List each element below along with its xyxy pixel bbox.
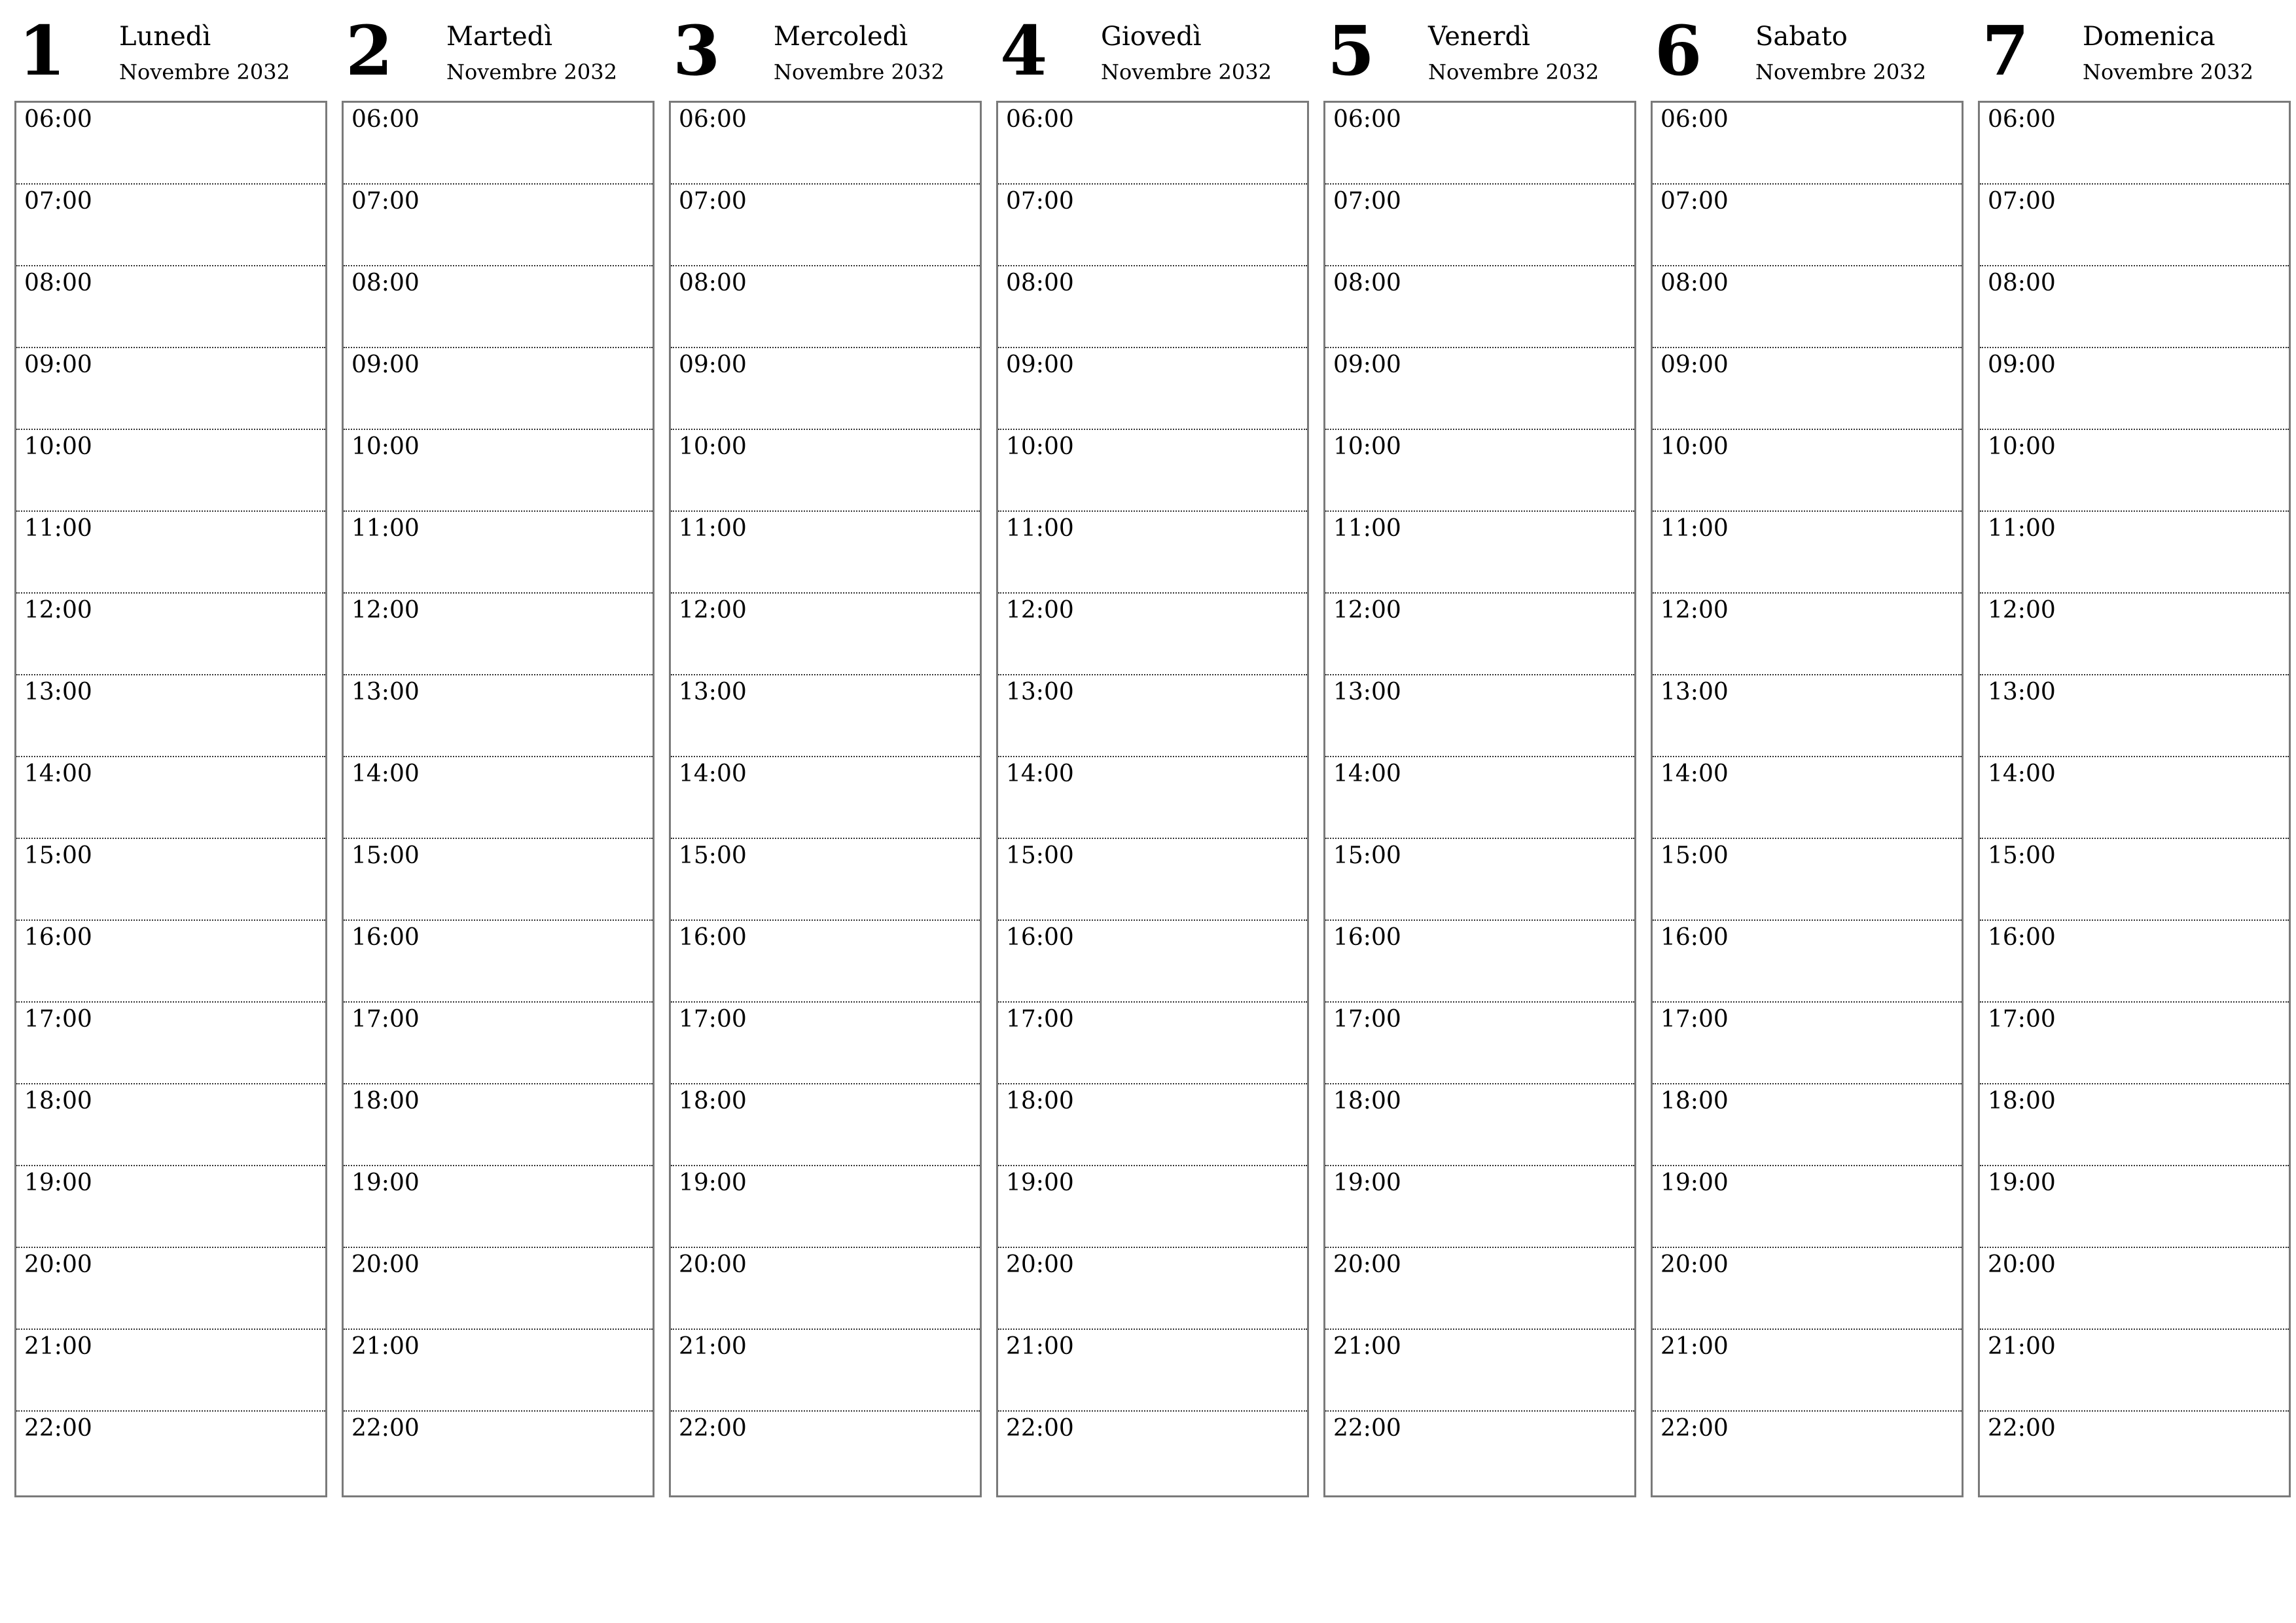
- time-slot: [344, 1412, 653, 1495]
- time-label: 06:00: [24, 106, 92, 133]
- time-slot: [998, 512, 1307, 594]
- time-label: 11:00: [679, 515, 747, 542]
- time-label: 19:00: [351, 1169, 420, 1196]
- time-label: 14:00: [1988, 760, 2056, 787]
- time-slot: [1653, 594, 1962, 675]
- time-label: 19:00: [1988, 1169, 2056, 1196]
- time-slot: [998, 675, 1307, 757]
- time-label: 13:00: [1660, 679, 1729, 705]
- day-number: 2: [346, 10, 393, 91]
- time-slot: [1980, 1084, 2289, 1166]
- time-slot: [16, 1412, 325, 1495]
- time-slot: [344, 1330, 653, 1412]
- day-header: [669, 10, 982, 101]
- time-label: 09:00: [1006, 351, 1074, 378]
- time-grid: [669, 101, 982, 1497]
- time-slot: [16, 348, 325, 430]
- time-slot: [16, 594, 325, 675]
- time-slot: [998, 594, 1307, 675]
- day-number: 3: [673, 10, 721, 91]
- time-slot: [998, 348, 1307, 430]
- time-label: 18:00: [1988, 1088, 2056, 1115]
- time-slot: [1325, 103, 1634, 185]
- time-label: 10:00: [351, 433, 420, 460]
- time-label: 19:00: [1660, 1169, 1729, 1196]
- month-year: Novembre 2032: [446, 60, 617, 84]
- day-number: 7: [1982, 10, 2030, 91]
- time-slot: [16, 1084, 325, 1166]
- time-label: 16:00: [1333, 924, 1401, 951]
- time-label: 08:00: [1006, 270, 1074, 296]
- time-slot: [671, 757, 980, 839]
- time-label: 07:00: [679, 188, 747, 215]
- time-label: 15:00: [1660, 842, 1729, 869]
- month-year: Novembre 2032: [1755, 60, 1926, 84]
- time-slot: [1653, 103, 1962, 185]
- day-column: [342, 10, 655, 1499]
- time-label: 12:00: [351, 597, 420, 624]
- time-label: 21:00: [351, 1333, 420, 1360]
- time-slot: [344, 1003, 653, 1084]
- time-slot: [16, 839, 325, 921]
- time-label: 06:00: [1660, 106, 1729, 133]
- time-slot: [344, 757, 653, 839]
- time-label: 20:00: [1333, 1251, 1401, 1278]
- time-slot: [1325, 1084, 1634, 1166]
- time-label: 08:00: [351, 270, 420, 296]
- time-label: 11:00: [1988, 515, 2056, 542]
- time-label: 18:00: [1333, 1088, 1401, 1115]
- time-label: 20:00: [1006, 1251, 1074, 1278]
- day-name: Lunedì: [119, 22, 211, 52]
- time-label: 07:00: [1660, 188, 1729, 215]
- time-grid: [14, 101, 327, 1497]
- time-slot: [1980, 103, 2289, 185]
- time-slot: [344, 1166, 653, 1248]
- day-column: [1978, 10, 2291, 1499]
- time-slot: [671, 594, 980, 675]
- time-label: 17:00: [1006, 1006, 1074, 1033]
- time-slot: [998, 103, 1307, 185]
- time-label: 09:00: [351, 351, 420, 378]
- time-slot: [16, 921, 325, 1003]
- time-label: 14:00: [24, 760, 92, 787]
- time-label: 19:00: [1333, 1169, 1401, 1196]
- time-grid: [1323, 101, 1636, 1497]
- day-column: [1651, 10, 1964, 1499]
- time-slot: [1653, 1330, 1962, 1412]
- time-slot: [1653, 348, 1962, 430]
- time-label: 15:00: [24, 842, 92, 869]
- time-slot: [1653, 1412, 1962, 1495]
- time-label: 11:00: [1660, 515, 1729, 542]
- time-label: 10:00: [1660, 433, 1729, 460]
- time-slot: [1980, 1412, 2289, 1495]
- day-column: [14, 10, 327, 1499]
- time-slot: [1653, 430, 1962, 512]
- time-label: 18:00: [351, 1088, 420, 1115]
- time-slot: [671, 1003, 980, 1084]
- time-label: 17:00: [351, 1006, 420, 1033]
- time-label: 17:00: [1333, 1006, 1401, 1033]
- time-slot: [998, 1412, 1307, 1495]
- time-label: 12:00: [1333, 597, 1401, 624]
- time-slot: [16, 512, 325, 594]
- day-header: [1323, 10, 1636, 101]
- day-header: [14, 10, 327, 101]
- time-slot: [1980, 757, 2289, 839]
- time-slot: [671, 348, 980, 430]
- time-slot: [1325, 1248, 1634, 1330]
- time-slot: [998, 266, 1307, 348]
- time-slot: [1653, 185, 1962, 266]
- time-slot: [671, 675, 980, 757]
- time-label: 15:00: [1006, 842, 1074, 869]
- time-slot: [671, 430, 980, 512]
- time-slot: [1653, 839, 1962, 921]
- time-slot: [1980, 594, 2289, 675]
- time-label: 06:00: [351, 106, 420, 133]
- time-slot: [1325, 675, 1634, 757]
- time-label: 11:00: [1333, 515, 1401, 542]
- time-label: 13:00: [1006, 679, 1074, 705]
- time-label: 17:00: [1988, 1006, 2056, 1033]
- time-label: 10:00: [24, 433, 92, 460]
- time-slot: [1980, 1003, 2289, 1084]
- time-slot: [1653, 1003, 1962, 1084]
- time-label: 19:00: [24, 1169, 92, 1196]
- day-name: Martedì: [446, 22, 553, 52]
- time-slot: [998, 1166, 1307, 1248]
- time-label: 16:00: [1988, 924, 2056, 951]
- time-slot: [671, 1412, 980, 1495]
- day-header: [1651, 10, 1964, 101]
- day-number: 6: [1655, 10, 1702, 91]
- time-slot: [671, 103, 980, 185]
- time-slot: [16, 185, 325, 266]
- time-label: 16:00: [679, 924, 747, 951]
- time-slot: [671, 921, 980, 1003]
- time-label: 07:00: [1006, 188, 1074, 215]
- time-slot: [16, 266, 325, 348]
- time-label: 07:00: [24, 188, 92, 215]
- time-slot: [671, 1084, 980, 1166]
- time-label: 08:00: [1660, 270, 1729, 296]
- time-slot: [1325, 185, 1634, 266]
- time-slot: [344, 675, 653, 757]
- time-slot: [1653, 1084, 1962, 1166]
- time-slot: [998, 185, 1307, 266]
- time-grid: [1651, 101, 1964, 1497]
- time-label: 13:00: [1988, 679, 2056, 705]
- time-label: 07:00: [1988, 188, 2056, 215]
- time-label: 21:00: [1006, 1333, 1074, 1360]
- time-slot: [16, 103, 325, 185]
- time-slot: [1325, 348, 1634, 430]
- time-label: 20:00: [1660, 1251, 1729, 1278]
- time-slot: [1980, 266, 2289, 348]
- time-slot: [16, 1003, 325, 1084]
- time-slot: [344, 430, 653, 512]
- time-label: 18:00: [1006, 1088, 1074, 1115]
- time-label: 14:00: [679, 760, 747, 787]
- time-slot: [671, 266, 980, 348]
- time-label: 12:00: [1660, 597, 1729, 624]
- time-slot: [1325, 512, 1634, 594]
- time-slot: [1980, 185, 2289, 266]
- time-slot: [1980, 839, 2289, 921]
- time-label: 11:00: [351, 515, 420, 542]
- day-number: 5: [1327, 10, 1375, 91]
- time-label: 13:00: [679, 679, 747, 705]
- time-label: 13:00: [351, 679, 420, 705]
- time-label: 13:00: [24, 679, 92, 705]
- time-label: 21:00: [1333, 1333, 1401, 1360]
- time-label: 14:00: [351, 760, 420, 787]
- time-label: 14:00: [1660, 760, 1729, 787]
- time-slot: [1653, 1166, 1962, 1248]
- time-slot: [1325, 266, 1634, 348]
- time-label: 17:00: [24, 1006, 92, 1033]
- month-year: Novembre 2032: [1428, 60, 1599, 84]
- month-year: Novembre 2032: [119, 60, 290, 84]
- time-label: 20:00: [351, 1251, 420, 1278]
- time-label: 11:00: [1006, 515, 1074, 542]
- time-slot: [671, 512, 980, 594]
- time-label: 18:00: [1660, 1088, 1729, 1115]
- time-label: 15:00: [1988, 842, 2056, 869]
- time-label: 14:00: [1333, 760, 1401, 787]
- time-slot: [671, 839, 980, 921]
- day-number: 1: [18, 10, 66, 91]
- time-slot: [16, 1330, 325, 1412]
- time-slot: [671, 1248, 980, 1330]
- time-label: 08:00: [1333, 270, 1401, 296]
- time-slot: [1325, 757, 1634, 839]
- time-label: 14:00: [1006, 760, 1074, 787]
- month-year: Novembre 2032: [1101, 60, 1272, 84]
- time-label: 09:00: [1660, 351, 1729, 378]
- time-slot: [998, 757, 1307, 839]
- time-slot: [344, 921, 653, 1003]
- day-column: [1323, 10, 1636, 1499]
- time-slot: [1980, 1166, 2289, 1248]
- time-label: 07:00: [1333, 188, 1401, 215]
- time-slot: [16, 1248, 325, 1330]
- time-label: 10:00: [1333, 433, 1401, 460]
- time-slot: [344, 839, 653, 921]
- time-slot: [16, 675, 325, 757]
- time-label: 16:00: [1660, 924, 1729, 951]
- time-label: 22:00: [1660, 1415, 1729, 1442]
- time-slot: [1325, 1003, 1634, 1084]
- time-slot: [1653, 1248, 1962, 1330]
- time-slot: [344, 1084, 653, 1166]
- time-slot: [1980, 348, 2289, 430]
- time-label: 13:00: [1333, 679, 1401, 705]
- time-label: 22:00: [679, 1415, 747, 1442]
- time-label: 17:00: [1660, 1006, 1729, 1033]
- time-slot: [344, 1248, 653, 1330]
- time-grid: [342, 101, 655, 1497]
- weekly-planner: [14, 10, 2282, 1499]
- time-slot: [344, 266, 653, 348]
- time-label: 20:00: [1988, 1251, 2056, 1278]
- time-label: 10:00: [1006, 433, 1074, 460]
- time-label: 06:00: [1006, 106, 1074, 133]
- time-slot: [1653, 266, 1962, 348]
- time-slot: [1325, 921, 1634, 1003]
- time-slot: [1325, 430, 1634, 512]
- time-slot: [998, 1084, 1307, 1166]
- time-label: 22:00: [1333, 1415, 1401, 1442]
- time-label: 09:00: [1988, 351, 2056, 378]
- time-label: 18:00: [24, 1088, 92, 1115]
- time-label: 16:00: [24, 924, 92, 951]
- time-grid: [996, 101, 1309, 1497]
- time-slot: [998, 430, 1307, 512]
- day-name: Mercoledì: [774, 22, 908, 52]
- time-label: 12:00: [1988, 597, 2056, 624]
- time-label: 20:00: [24, 1251, 92, 1278]
- time-slot: [1653, 512, 1962, 594]
- day-number: 4: [1000, 10, 1048, 91]
- time-label: 09:00: [679, 351, 747, 378]
- time-slot: [1325, 839, 1634, 921]
- day-name: Venerdì: [1428, 22, 1530, 52]
- month-year: Novembre 2032: [774, 60, 944, 84]
- day-column: [669, 10, 982, 1499]
- time-label: 21:00: [679, 1333, 747, 1360]
- day-name: Giovedì: [1101, 22, 1202, 52]
- time-slot: [1653, 757, 1962, 839]
- day-name: Domenica: [2083, 22, 2215, 52]
- time-slot: [998, 921, 1307, 1003]
- time-label: 08:00: [24, 270, 92, 296]
- time-label: 22:00: [24, 1415, 92, 1442]
- time-slot: [1325, 1330, 1634, 1412]
- time-label: 18:00: [679, 1088, 747, 1115]
- time-label: 11:00: [24, 515, 92, 542]
- time-slot: [1980, 921, 2289, 1003]
- time-label: 06:00: [679, 106, 747, 133]
- time-slot: [16, 1166, 325, 1248]
- time-slot: [671, 1330, 980, 1412]
- time-slot: [1653, 921, 1962, 1003]
- time-slot: [671, 185, 980, 266]
- time-label: 22:00: [1006, 1415, 1074, 1442]
- time-slot: [1980, 675, 2289, 757]
- time-slot: [16, 430, 325, 512]
- time-label: 16:00: [1006, 924, 1074, 951]
- time-slot: [1980, 1330, 2289, 1412]
- day-header: [342, 10, 655, 101]
- time-label: 22:00: [1988, 1415, 2056, 1442]
- day-column: [996, 10, 1309, 1499]
- time-label: 21:00: [1660, 1333, 1729, 1360]
- time-slot: [1980, 1248, 2289, 1330]
- time-label: 21:00: [24, 1333, 92, 1360]
- time-slot: [671, 1166, 980, 1248]
- time-label: 19:00: [679, 1169, 747, 1196]
- time-slot: [998, 1003, 1307, 1084]
- time-label: 19:00: [1006, 1169, 1074, 1196]
- day-header: [1978, 10, 2291, 101]
- time-label: 12:00: [1006, 597, 1074, 624]
- time-slot: [1653, 675, 1962, 757]
- time-slot: [1325, 1412, 1634, 1495]
- time-label: 06:00: [1988, 106, 2056, 133]
- time-label: 15:00: [1333, 842, 1401, 869]
- time-label: 12:00: [679, 597, 747, 624]
- time-label: 17:00: [679, 1006, 747, 1033]
- time-label: 06:00: [1333, 106, 1401, 133]
- time-slot: [16, 757, 325, 839]
- time-slot: [1980, 430, 2289, 512]
- time-label: 15:00: [679, 842, 747, 869]
- time-label: 07:00: [351, 188, 420, 215]
- time-label: 12:00: [24, 597, 92, 624]
- time-grid: [1978, 101, 2291, 1497]
- time-slot: [998, 1248, 1307, 1330]
- time-slot: [1980, 512, 2289, 594]
- time-label: 15:00: [351, 842, 420, 869]
- time-slot: [1325, 594, 1634, 675]
- time-slot: [998, 1330, 1307, 1412]
- time-slot: [344, 512, 653, 594]
- time-slot: [344, 103, 653, 185]
- day-header: [996, 10, 1309, 101]
- time-label: 08:00: [679, 270, 747, 296]
- time-label: 16:00: [351, 924, 420, 951]
- time-label: 22:00: [351, 1415, 420, 1442]
- day-name: Sabato: [1755, 22, 1848, 52]
- time-label: 10:00: [1988, 433, 2056, 460]
- time-label: 20:00: [679, 1251, 747, 1278]
- time-label: 09:00: [1333, 351, 1401, 378]
- time-label: 10:00: [679, 433, 747, 460]
- time-slot: [1325, 1166, 1634, 1248]
- time-label: 21:00: [1988, 1333, 2056, 1360]
- time-slot: [344, 594, 653, 675]
- time-slot: [344, 185, 653, 266]
- time-slot: [998, 839, 1307, 921]
- month-year: Novembre 2032: [2083, 60, 2253, 84]
- time-label: 09:00: [24, 351, 92, 378]
- time-label: 08:00: [1988, 270, 2056, 296]
- time-slot: [344, 348, 653, 430]
